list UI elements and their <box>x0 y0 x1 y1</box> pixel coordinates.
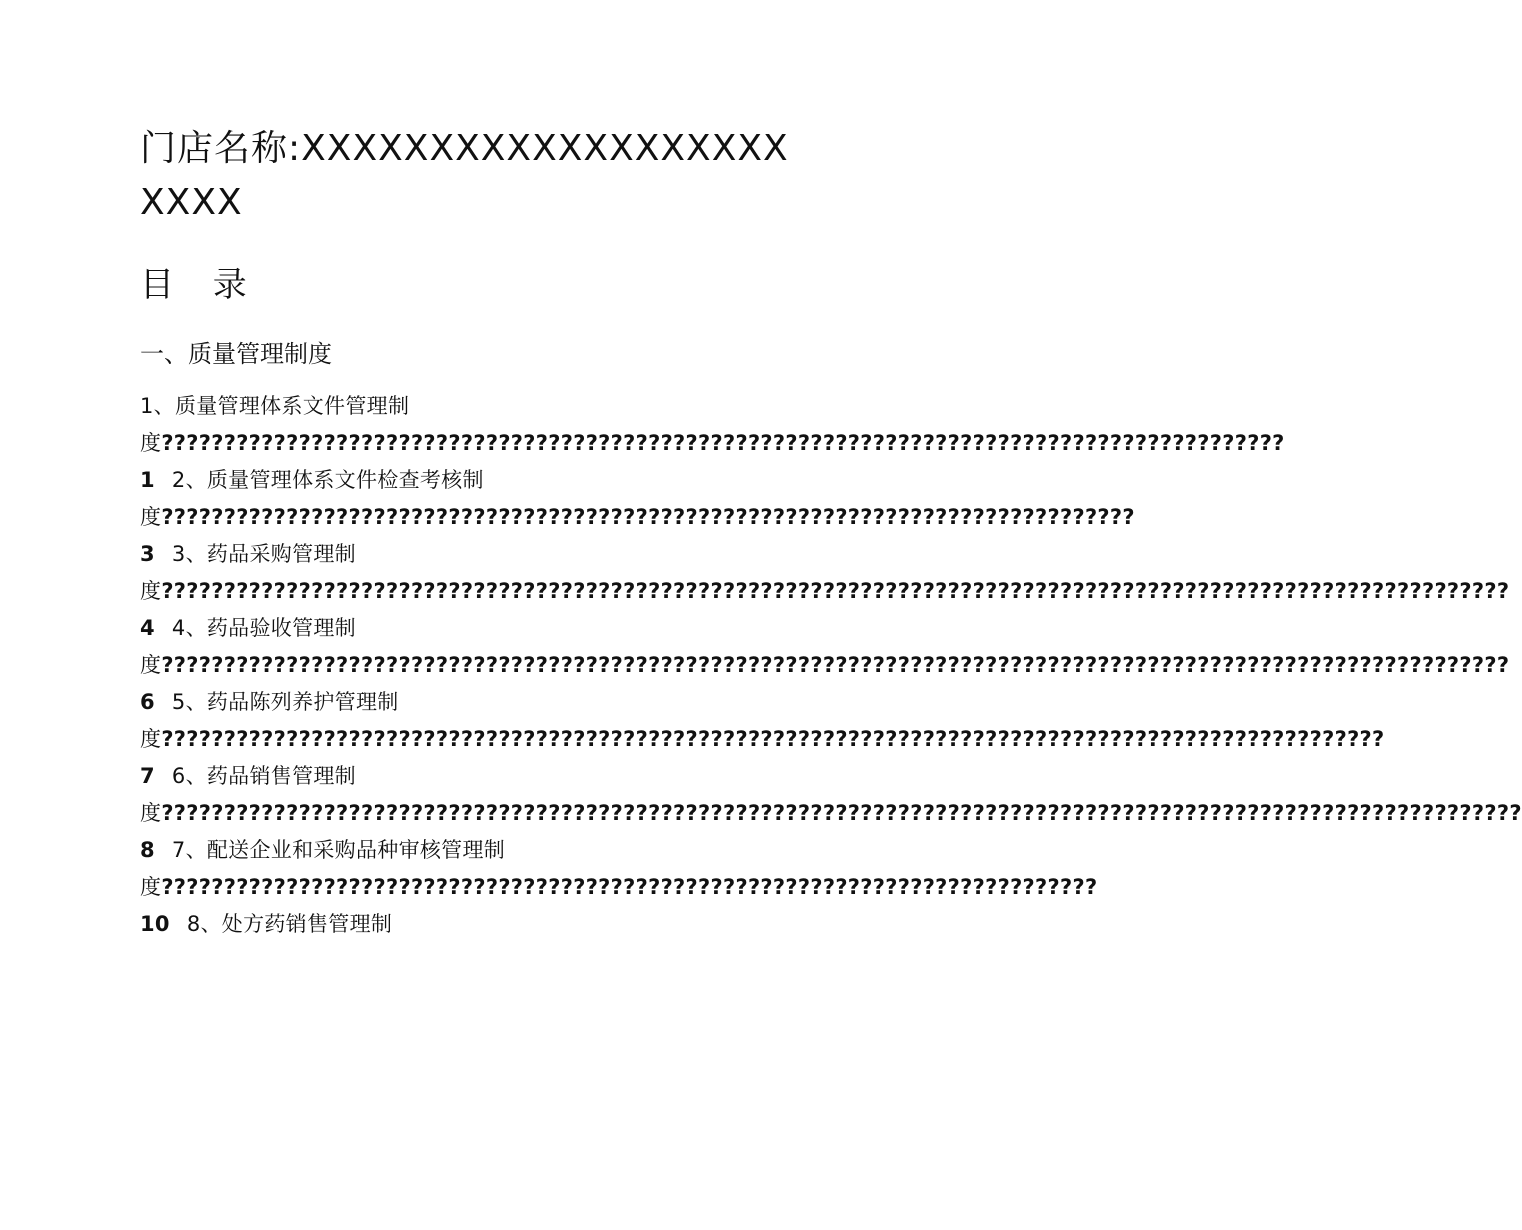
toc-entry-leader: ?????????????????????????????????????????????????????????????????????????????? <box>161 505 1135 529</box>
toc-entry-label: 8、处方药销售管理制 <box>186 912 393 936</box>
toc-entry-label: 5、药品陈列养护管理制度 <box>140 690 399 751</box>
toc-entry-label: 2、质量管理体系文件检查考核制度 <box>140 468 484 529</box>
toc-entry-page: 7 <box>140 764 155 788</box>
store-name-title: 门店名称:XXXXXXXXXXXXXXXXXXXXXXX <box>140 128 789 223</box>
toc-entry-leader: ???????????????????????????????????????????????????????????????????????????????????????????????????????????? <box>161 653 1510 677</box>
toc-entry-label: 7、配送企业和采购品种审核管理制度 <box>140 838 506 899</box>
toc-entry-leader: ?????????????????????????????????????????????????????????????????????????????????????????? <box>161 431 1285 455</box>
toc-entry[interactable] <box>187 912 402 936</box>
toc-entry-leader: ????????????????????????????????????????????????????????????????????????????????????????????????????????????? <box>161 801 1522 825</box>
toc-heading: 目 录 <box>140 265 261 305</box>
toc-entry-leader: ?????????????????????????????????????????????????????????????????????????????????????????????????? <box>161 727 1385 751</box>
toc-entry-page: 4 <box>140 616 155 640</box>
toc-list <box>140 388 1522 943</box>
toc-entry-label: 1、质量管理体系文件管理制度 <box>140 394 410 455</box>
toc-entry-page: 1 <box>140 468 155 492</box>
section-heading: 一、质量管理制度 <box>140 340 332 368</box>
toc-entry-leader: ???????????????????????????????????????????????????????????????????????????????????????????????????????????? <box>161 579 1510 603</box>
toc-entry-page: 6 <box>140 690 155 714</box>
toc-entry-label: 4、药品验收管理制度 <box>140 616 356 677</box>
toc-entry-label: 3、药品采购管理制度 <box>140 542 356 603</box>
toc-entry-page: 10 <box>140 912 170 936</box>
document-page <box>140 122 1522 943</box>
toc-entry-label: 6、药品销售管理制度 <box>140 764 356 825</box>
toc-entry-page: 3 <box>140 542 155 566</box>
toc-entry-leader: ??????????????????????????????????????????????????????????????????????????? <box>161 875 1098 899</box>
toc-entry-page: 8 <box>140 838 155 862</box>
